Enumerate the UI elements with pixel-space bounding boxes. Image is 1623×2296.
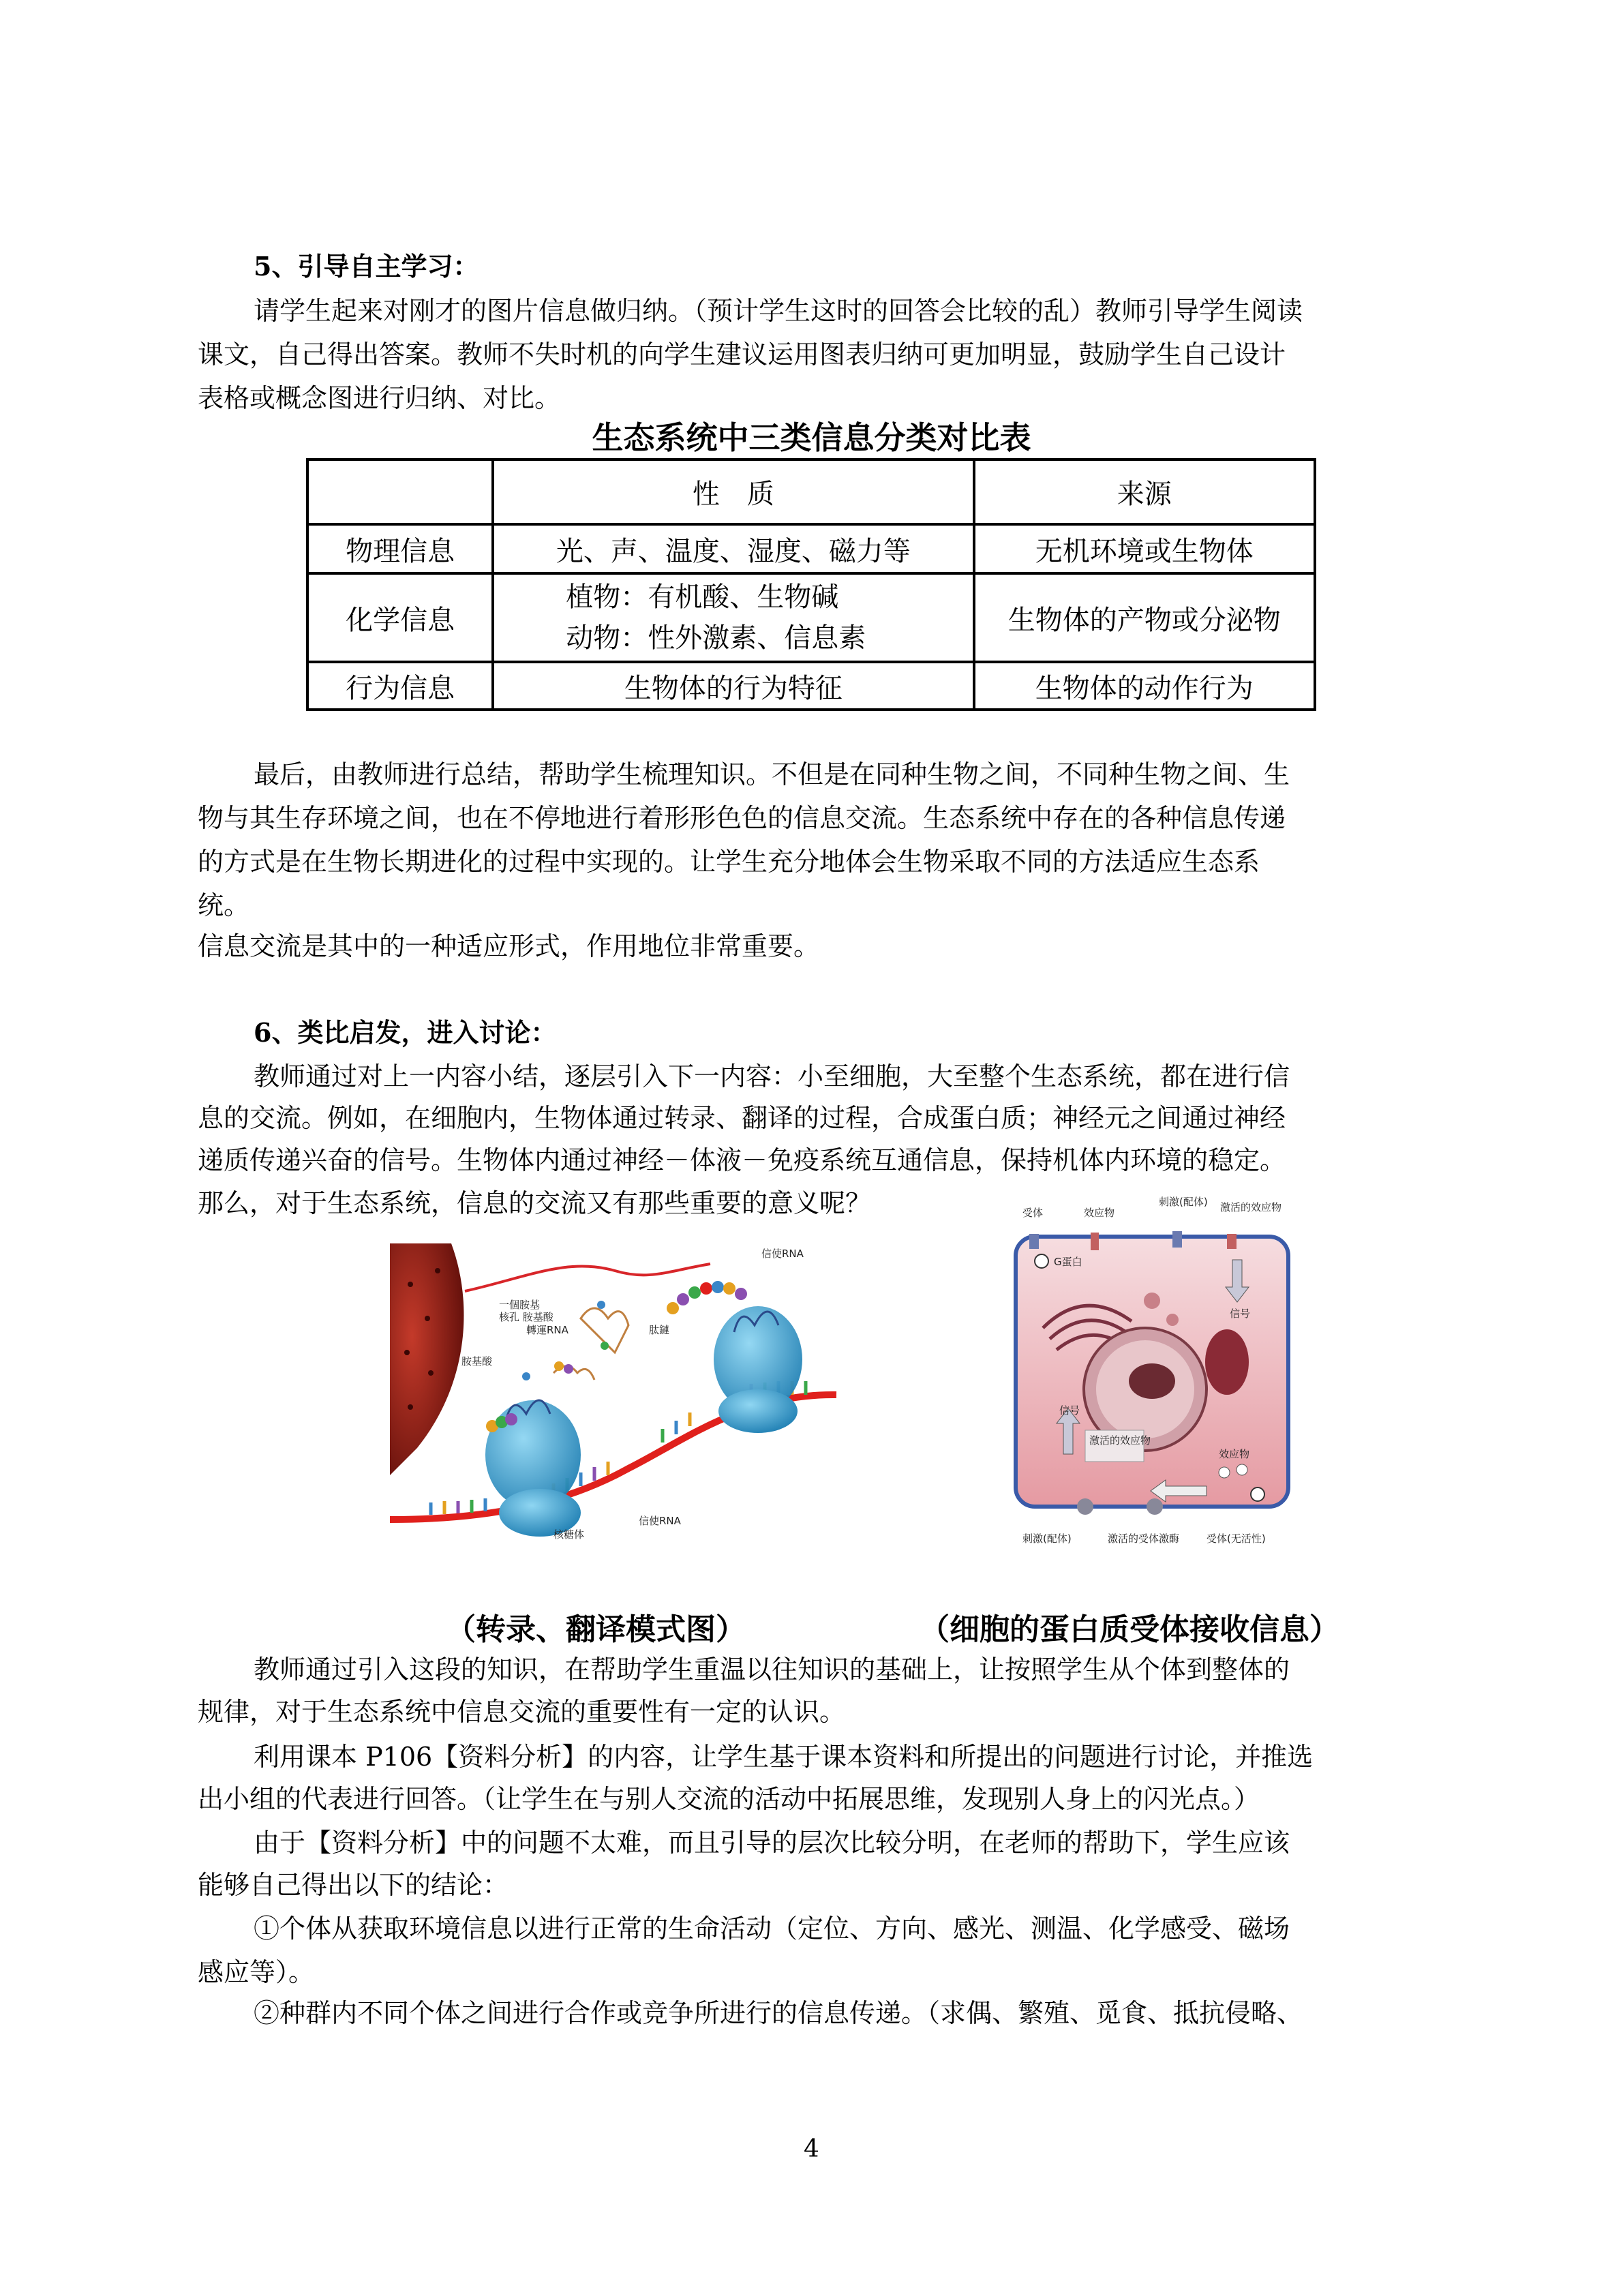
section6-line-2: 息的交流。例如，在细胞内，生物体通过转录、翻译的过程，合成蛋白质；神经元之间通过神经 [198,1103,1286,1133]
label-stimulus-bottom: 刺激(配体) [1022,1532,1072,1545]
table-header-row [307,459,1315,524]
label-effector-bottom: 效应物 [1219,1448,1250,1460]
figure-left-caption: （转录、翻译模式图） [446,1612,746,1647]
comparison-table [306,458,1316,711]
label-receptor-top: 受体 [1022,1207,1044,1219]
table-title: 生态系统中三类信息分类对比表 [592,419,1031,456]
summary-line-1: 最后，由教师进行总结，帮助学生梳理知识。不但是在同种生物之间，不同种生物之间、生 [254,759,1290,789]
label-signal-top: 信号 [1230,1308,1251,1320]
table-row [307,662,1315,710]
header-cell-source: 来源 [974,459,1316,524]
discussion-p1-line-2: 规律，对于生态系统中信息交流的重要性有一定的认识。 [198,1697,846,1727]
cell-source: 生物体的产物或分泌物 [974,573,1316,662]
discussion-p3-line-2: 能够自己得出以下的结论： [198,1870,509,1900]
section5-line-2: 课文，自己得出答案。教师不失时机的向学生建议运用图表归纳可更加明显，鼓励学生自己设计 [198,339,1286,369]
cell-source: 无机环境或生物体 [974,524,1316,573]
page-number: 4 [804,2135,819,2163]
summary-line-2: 物与其生存环境之间，也在不停地进行着形形色色的信息交流。生态系统中存在的各种信息传递 [198,803,1286,833]
transcription-translation-figure [390,1243,840,1543]
cell-receptor-figure [1002,1192,1302,1567]
discussion-p3-line-1: 由于【资料分析】中的问题不太难，而且引导的层次比较分明，在老师的帮助下，学生应该 [254,1828,1290,1858]
table-row [307,524,1315,573]
cell-source: 生物体的动作行为 [974,662,1316,710]
conclusion-2-line-1: ②种群内不同个体之间进行合作或竞争所进行的信息传递。（求偶、繁殖、觅食、抵抗侵略、 [254,1998,1303,2028]
label-amino-top: 一個胺基 [499,1299,541,1311]
label-receptor-inactive: 受体(无活性) [1207,1532,1266,1545]
section6-line-4: 那么，对于生态系统，信息的交流又有那些重要的意义呢？ [198,1188,872,1218]
section5-heading: 5、引导自主学习： [254,251,479,282]
peptide-chain [667,1281,747,1314]
label-amino-acid: 胺基酸 [461,1355,493,1368]
section5-line-3: 表格或概念图进行归纳、对比。 [198,383,561,413]
label-g-protein: G蛋白 [1054,1256,1082,1268]
label-nuclear-pore: 核孔 胺基酸 [499,1311,553,1323]
discussion-p2-line-2: 出小组的代表进行回答。（让学生在与别人交流的活动中拓展思维，发现别人身上的闪光点。） [198,1784,1260,1814]
cell-type: 行为信息 [307,662,493,710]
cell-nature [493,573,973,662]
conclusion-1-line-2: 感应等）。 [198,1957,315,1987]
nucleus-shape [390,1243,464,1475]
cell-nature: 光、声、温度、湿度、磁力等 [493,524,973,573]
mitochondrion-shape [1205,1329,1249,1395]
label-signal-bottom: 信号 [1059,1404,1080,1417]
mrna-upper-strand [465,1264,710,1291]
summary-line-5: 信息交流是其中的一种适应形式，作用地位非常重要。 [198,931,820,961]
conclusion-1-line-1: ①个体从获取环境信息以进行正常的生命活动（定位、方向、感光、测温、化学感受、磁场 [254,1914,1290,1944]
label-ribosome: 核糖体 [553,1528,585,1541]
discussion-p2-line-1: 利用课本 P106【资料分析】的内容，让学生基于课本资料和所提出的问题进行讨论，并推选 [254,1742,1314,1772]
label-activated-effector-top: 激活的效应物 [1220,1201,1282,1213]
trna-cluster [553,1301,628,1380]
summary-line-4: 统。 [198,890,250,920]
cell-nature: 生物体的行为特征 [493,662,973,710]
label-trna: 轉運RNA [526,1324,568,1336]
cell-nature-line: 动物：性外激素、信息素 [566,622,866,654]
label-effector-top: 效应物 [1084,1207,1115,1219]
discussion-p1-line-1: 教师通过引入这段的知识，在帮助学生重温以往知识的基础上，让按照学生从个体到整体的 [254,1655,1290,1685]
cell-type: 物理信息 [307,524,493,573]
label-mrna-bottom: 信使RNA [639,1515,681,1527]
figure-right-caption: （细胞的蛋白质受体接收信息） [920,1612,1339,1647]
summary-line-3: 的方式是在生物长期进化的过程中实现的。让学生充分地体会生物采取不同的方法适应生态系 [198,847,1260,877]
cell-type: 化学信息 [307,573,493,662]
label-stimulus-top: 刺激(配体) [1159,1196,1208,1208]
label-activated-kinase: 激活的受体激酶 [1108,1532,1180,1545]
label-peptide: 肽鏈 [649,1324,670,1336]
header-cell-nature: 性 质 [493,459,973,524]
section6-heading: 6、类比启发，进入讨论： [254,1017,557,1048]
section6-line-3: 递质传递兴奋的信号。生物体内通过神经－体液－免疫系统互通信息，保持机体内环境的稳定。 [198,1145,1286,1175]
label-activated-effector-bottom: 激活的效应物 [1089,1434,1151,1447]
label-mrna-top: 信使RNA [761,1248,804,1260]
section5-line-1: 请学生起来对刚才的图片信息做归纳。（预计学生这时的回答会比较的乱）教师引导学生阅读 [254,296,1303,326]
table-row [307,573,1315,662]
section6-line-1: 教师通过对上一内容小结，逐层引入下一内容：小至细胞，大至整个生态系统，都在进行信 [254,1061,1290,1091]
cell-nature-line: 植物：有机酸、生物碱 [566,581,839,613]
ribosome-right [714,1306,802,1433]
header-cell-empty [307,459,493,524]
